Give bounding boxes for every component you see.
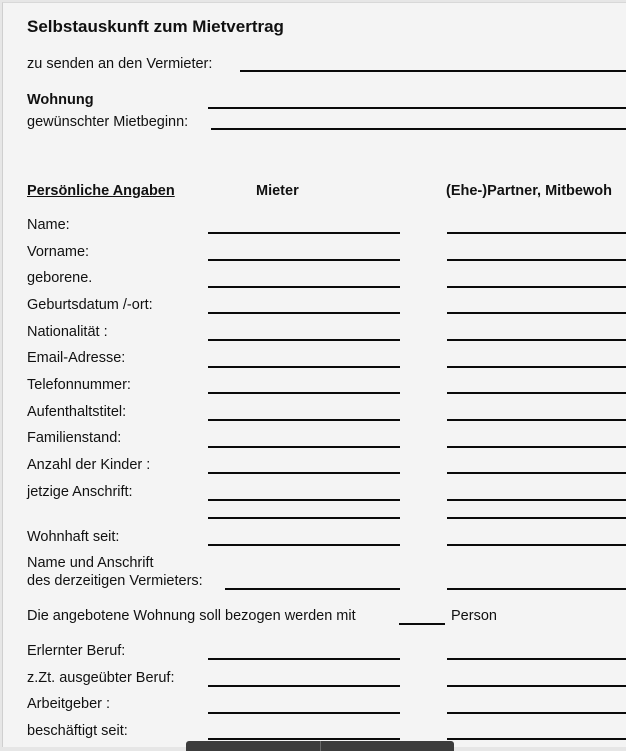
- toolbar-segment-right[interactable]: [320, 741, 455, 751]
- partner-resident-since-line[interactable]: [447, 544, 626, 546]
- occupancy-unit: Person: [451, 608, 497, 624]
- field-label-landlord-line1: Name und Anschrift: [27, 555, 154, 571]
- partner-name-line[interactable]: [447, 232, 626, 234]
- field-label-first-name: Vorname:: [27, 244, 90, 260]
- tenant-birth-name-line[interactable]: [208, 286, 400, 288]
- partner-children-line[interactable]: [447, 472, 626, 474]
- field-label-residence-permit: Aufenthaltstitel:: [27, 404, 127, 420]
- partner-email-line[interactable]: [447, 366, 626, 368]
- field-label-employer: Arbeitgeber :: [27, 696, 111, 712]
- tenant-address-line-1[interactable]: [208, 499, 400, 501]
- tenant-current-profession-line[interactable]: [208, 685, 400, 687]
- recipient-label: zu senden an den Vermieter:: [27, 56, 213, 72]
- tenant-nationality-line[interactable]: [208, 339, 400, 341]
- tenant-first-name-line[interactable]: [208, 259, 400, 261]
- partner-birth-date-line[interactable]: [447, 312, 626, 314]
- field-label-phone: Telefonnummer:: [27, 377, 131, 393]
- field-label-resident-since: Wohnhaft seit:: [27, 529, 120, 545]
- partner-address-line-1[interactable]: [447, 499, 626, 501]
- field-label-current-profession: z.Zt. ausgeübter Beruf:: [27, 670, 175, 686]
- partner-residence-permit-line[interactable]: [447, 419, 626, 421]
- field-label-nationality: Nationalität :: [27, 324, 108, 340]
- partner-phone-line[interactable]: [447, 392, 626, 394]
- partner-current-profession-line[interactable]: [447, 685, 626, 687]
- tenant-marital-status-line[interactable]: [208, 446, 400, 448]
- occupancy-count-line[interactable]: [399, 623, 445, 625]
- tenant-email-line[interactable]: [208, 366, 400, 368]
- field-label-children: Anzahl der Kinder :: [27, 457, 151, 473]
- tenant-address-line-2[interactable]: [208, 517, 400, 519]
- move-in-label: gewünschter Mietbeginn:: [27, 114, 189, 130]
- field-label-email: Email-Adresse:: [27, 350, 126, 366]
- tenant-employer-line[interactable]: [208, 712, 400, 714]
- column-header-partner: (Ehe-)Partner, Mitbewoh: [446, 183, 612, 199]
- tenant-trained-profession-line[interactable]: [208, 658, 400, 660]
- partner-birth-name-line[interactable]: [447, 286, 626, 288]
- apartment-heading: Wohnung: [27, 92, 94, 108]
- tenant-resident-since-line[interactable]: [208, 544, 400, 546]
- field-label-birth-name: geborene.: [27, 270, 93, 286]
- partner-marital-status-line[interactable]: [447, 446, 626, 448]
- partner-employer-line[interactable]: [447, 712, 626, 714]
- tenant-birth-date-line[interactable]: [208, 312, 400, 314]
- tenant-phone-line[interactable]: [208, 392, 400, 394]
- field-label-employed-since: beschäftigt seit:: [27, 723, 128, 739]
- column-header-tenant: Mieter: [256, 183, 299, 199]
- field-label-landlord-line2: des derzeitigen Vermieters:: [27, 573, 203, 589]
- partner-landlord-line[interactable]: [447, 588, 626, 590]
- section-heading-personal-data: Persönliche Angaben: [27, 183, 175, 199]
- partner-employed-since-line[interactable]: [447, 738, 626, 740]
- document-title: Selbstauskunft zum Mietvertrag: [27, 17, 284, 36]
- tenant-landlord-line[interactable]: [225, 588, 400, 590]
- field-label-birth-date-place: Geburtsdatum /-ort:: [27, 297, 153, 313]
- partner-nationality-line[interactable]: [447, 339, 626, 341]
- recipient-field-line[interactable]: [240, 70, 626, 72]
- field-label-name: Name:: [27, 217, 70, 233]
- occupancy-text: Die angebotene Wohnung soll bezogen werden mit: [27, 608, 356, 624]
- partner-trained-profession-line[interactable]: [447, 658, 626, 660]
- field-label-current-address: jetzige Anschrift:: [27, 484, 133, 500]
- field-label-marital-status: Familienstand:: [27, 430, 122, 446]
- partner-address-line-2[interactable]: [447, 517, 626, 519]
- toolbar-segment-left[interactable]: [186, 741, 320, 751]
- document-page: [2, 2, 626, 747]
- field-label-trained-profession: Erlernter Beruf:: [27, 643, 126, 659]
- tenant-children-line[interactable]: [208, 472, 400, 474]
- tenant-employed-since-line[interactable]: [208, 738, 400, 740]
- apartment-field-line[interactable]: [208, 107, 626, 109]
- viewer-toolbar[interactable]: [186, 741, 454, 751]
- tenant-name-line[interactable]: [208, 232, 400, 234]
- move-in-field-line[interactable]: [211, 128, 626, 130]
- partner-first-name-line[interactable]: [447, 259, 626, 261]
- tenant-residence-permit-line[interactable]: [208, 419, 400, 421]
